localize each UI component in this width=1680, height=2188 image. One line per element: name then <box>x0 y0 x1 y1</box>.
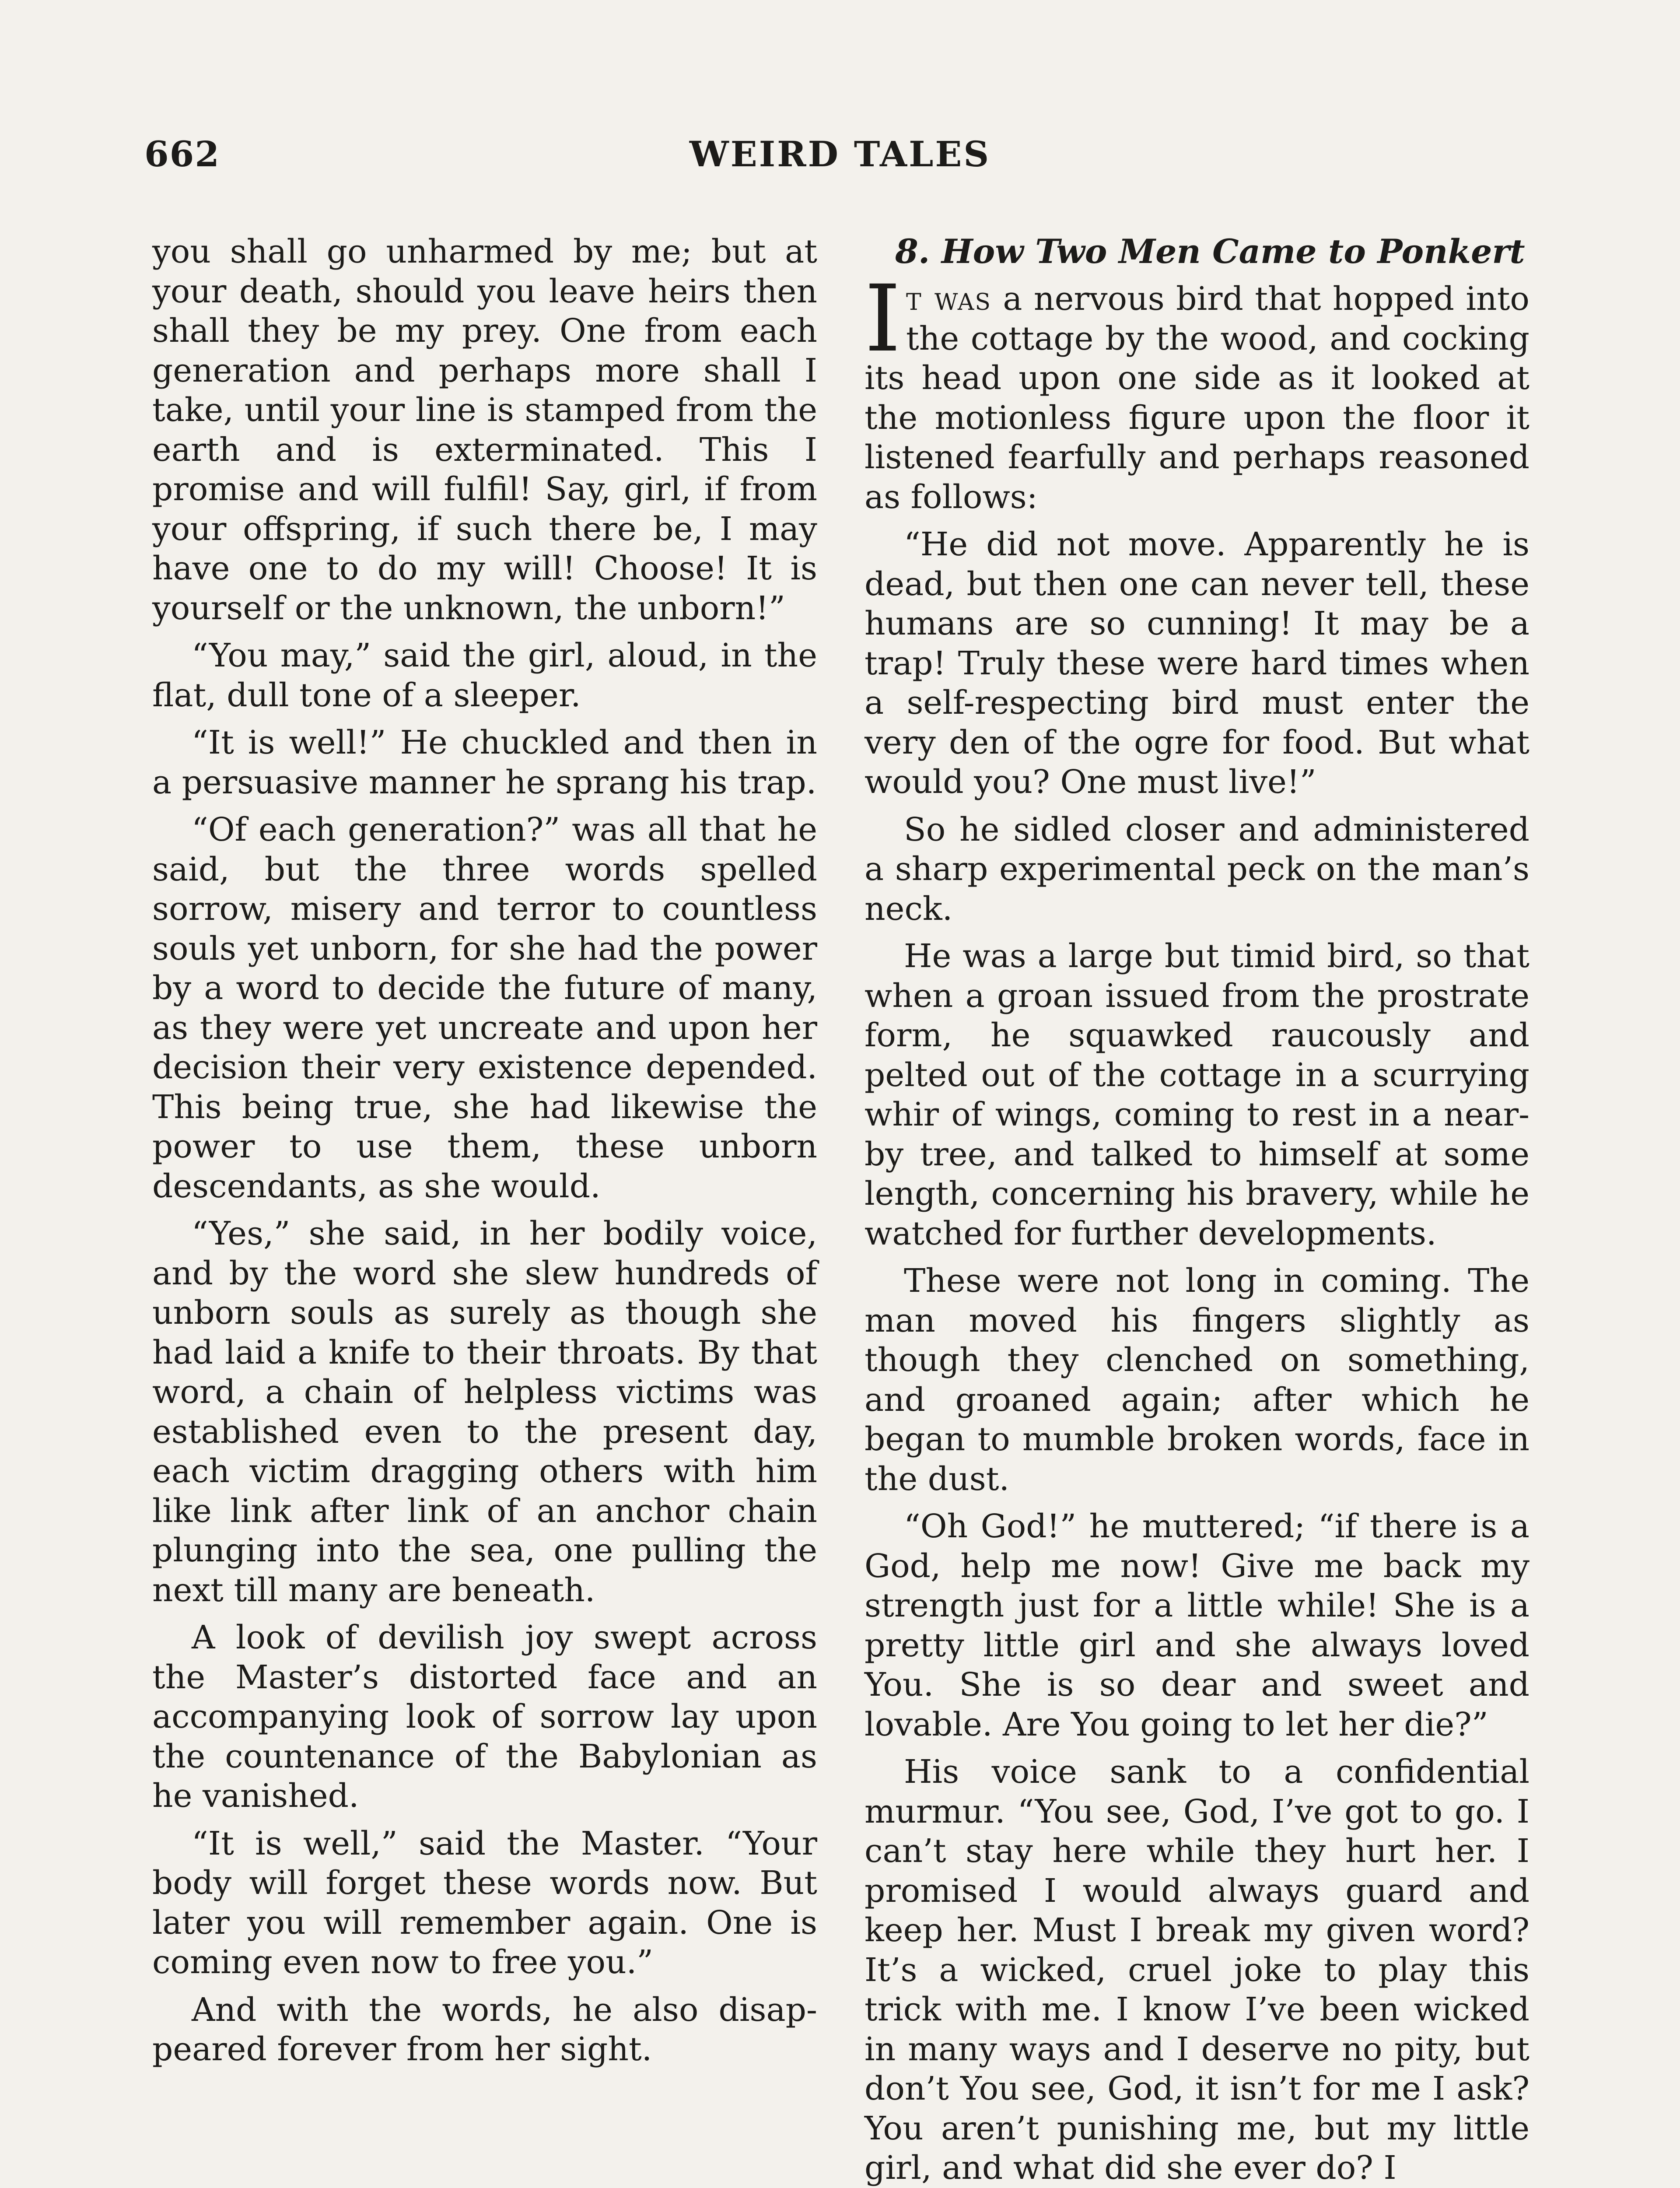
opening-smallcaps: t was <box>906 280 992 318</box>
magazine-title: WEIRD TALES <box>689 133 991 175</box>
running-head <box>144 133 1536 182</box>
opening-text: a nervous bird that hopped into the cottage by the wood, and cocking its head upon one side as it looked at the motionless figure upon the floor it listened fearfully and perhaps reasoned as follows: <box>864 280 1530 516</box>
paragraph: “It is well,” said the Master. “Your body will forget these words now. But later you will remember again. One is coming even now to free you.” <box>152 1824 817 1981</box>
paragraph: you shall go unharmed by me; but at your death, should you leave heirs then shall they be my prey. One from each generation and perhaps more shall I take, until your line is stamped from the earth and is exterminated. This I promise and will fulfil! Say, girl, if from your offspring, if such there be, I may have one to do my will! Choose! It is yourself or the unknown, the unborn!” <box>152 233 817 627</box>
paragraph: “Yes,” she said, in her bodily voice, and by the word she slew hundreds of unborn souls as surely as though she had laid a knife to their throats. By that word, a chain of helpless victims was established even to the present day, each victim dragging others with him like link after link of an anchor chain plunging into the sea, one pulling the next till many are beneath. <box>152 1215 817 1609</box>
page-number: 662 <box>144 133 220 175</box>
paragraph: And with the words, he also disappeared forever from her sight. <box>152 1991 817 2068</box>
drop-cap: I <box>864 265 901 372</box>
left-column <box>152 232 817 2077</box>
paragraph: A look of devilish joy swept across the Master’s distorted face and an accompanying look of sorrow lay upon the countenance of the Babylonian as he vanished. <box>152 1619 817 1815</box>
paragraph: “He did not move. Apparently he is dead, but then one can never tell, these humans are so cunning! It may be a trap! Truly these were hard times when a self-respecting bird must enter the very den of the ogre for food. But what would you? One must live!” <box>864 526 1530 801</box>
paragraph: His voice sank to a confidential murmur. “You see, God, I’ve got to go. I can’t stay here while they hurt her. I promised I would always guard and keep her. Must I break my given word? It’s a wicked, cruel joke to play this trick with me. I know I’ve been wicked in many ways and I deserve no pity, but don’t You see, God, it isn’t for me I ask? You aren’t punishing me, but my little girl, and what did she ever do? I <box>864 1753 1530 2187</box>
paragraph: These were not long in coming. The man moved his fingers slightly as though they clenched on something, and groaned again; after which he began to mumble broken words, face in the dust. <box>864 1262 1530 1498</box>
paragraph: “It is well!” He chuckled and then in a persuasive manner he sprang his trap. <box>152 724 817 801</box>
paragraph: He was a large but timid bird, so that when a groan issued from the prostrate form, he squawked raucously and pelted out of the cottage in a scurrying whir of wings, coming to rest in a near-by tree, and talked to himself at some length, concerning his bravery, while he watched for further developments. <box>864 937 1530 1252</box>
paragraph: So he sidled closer and administered a sharp experimental peck on the man’s neck. <box>864 810 1530 928</box>
section-heading: 8. How Two Men Came to Ponkert <box>895 232 1525 271</box>
right-column <box>864 232 1530 2188</box>
paragraph: “You may,” said the girl, aloud, in the flat, dull tone of a sleeper. <box>152 637 817 714</box>
opening-paragraph <box>864 265 1530 517</box>
paragraph: “Of each generation?” was all that he said, but the three words spelled sorrow, misery and terror to countless souls yet unborn, for she had the power by a word to decide the future of many, as they were yet uncreate and upon her decision their very existence depended. This being true, she had likewise the power to use them, these unborn descendants, as she would. <box>152 811 817 1205</box>
paragraph: “Oh God!” he muttered; “if there is a God, help me now! Give me back my strength just for a little while! She is a pretty little girl and she always loved You. She is so dear and sweet and lovable. Are You going to let her die?” <box>864 1508 1530 1743</box>
